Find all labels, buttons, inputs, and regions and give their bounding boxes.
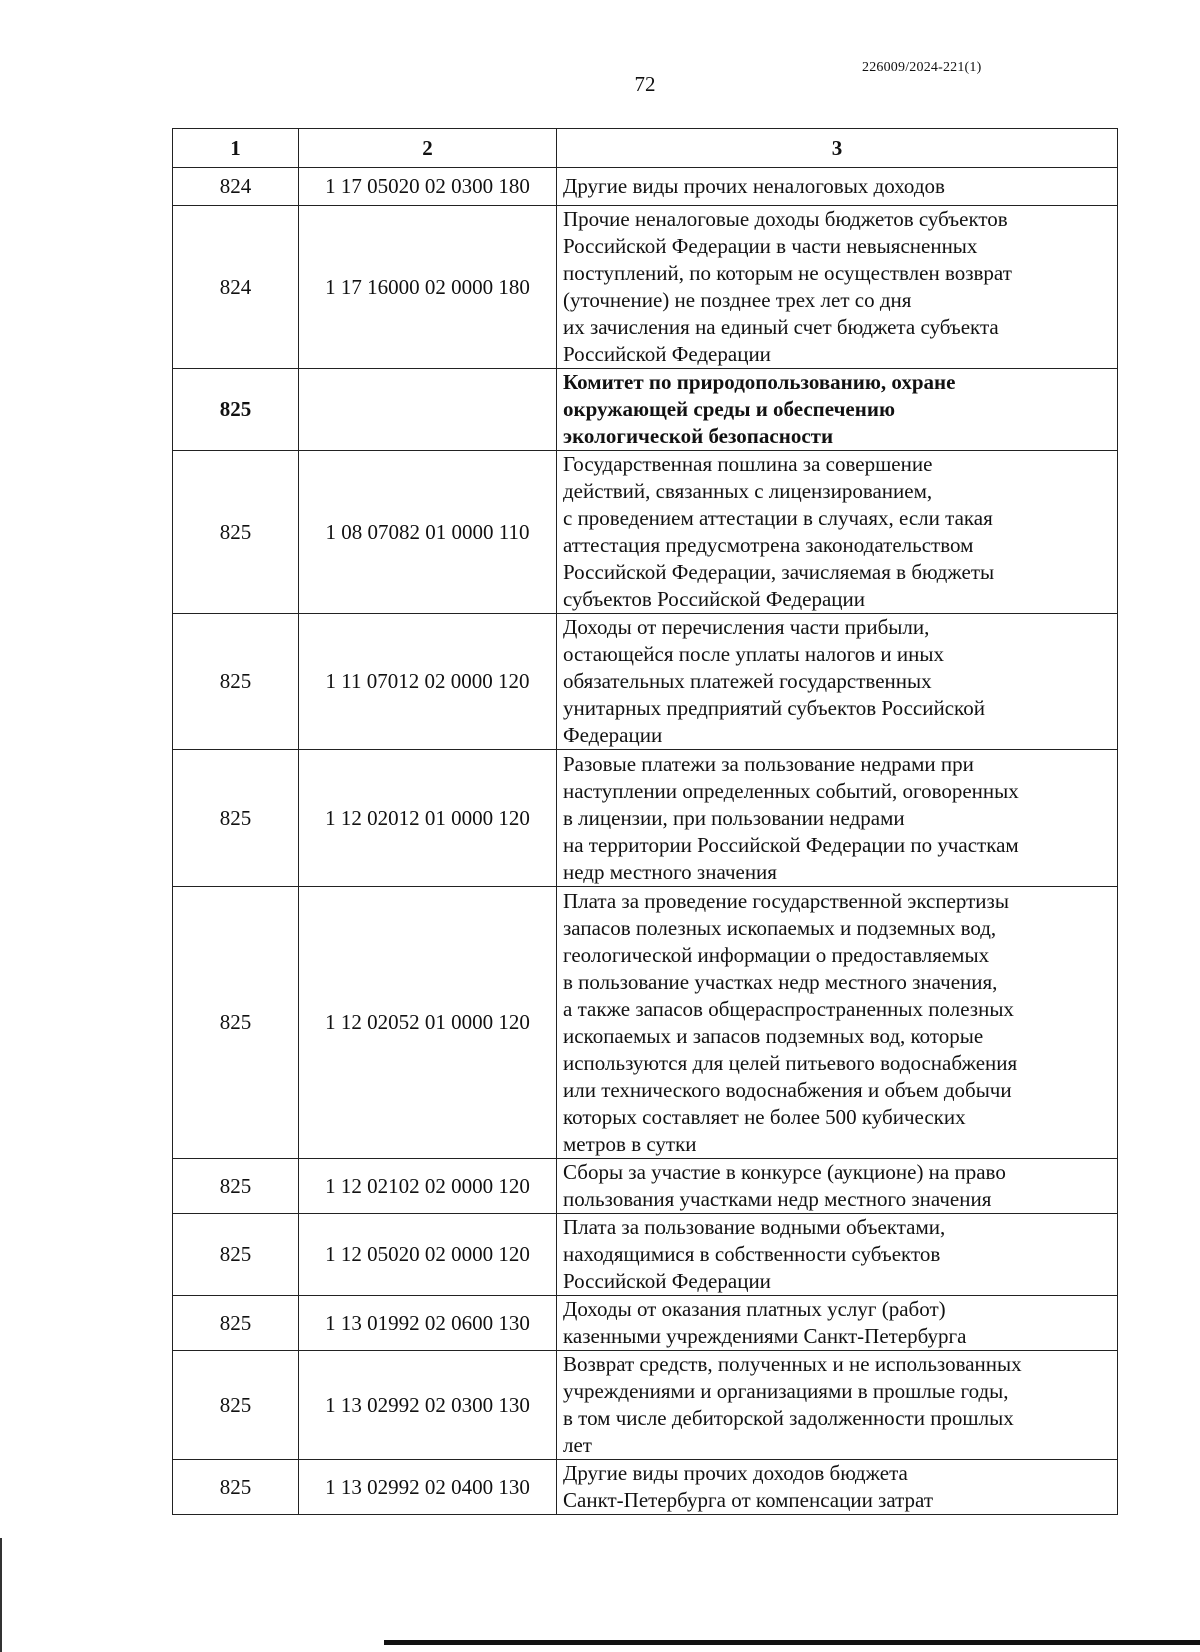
- description-line: остающейся после уплаты налогов и иных: [563, 642, 944, 666]
- description-line: в пользование участках недр местного значения,: [563, 969, 998, 994]
- admin-code-cell: 824: [173, 206, 299, 369]
- revenue-code-cell: 1 13 01992 02 0600 130: [299, 1296, 557, 1351]
- description-line: Государственная пошлина за совершение: [563, 452, 933, 476]
- description-line: или технического водоснабжения и объем добычи: [563, 1077, 1012, 1102]
- admin-code-cell: 825: [173, 1351, 299, 1460]
- description-line: Прочие неналоговые доходы бюджетов субъектов: [563, 207, 1008, 231]
- description-line: с проведением аттестации в случаях, если такая: [563, 506, 993, 530]
- scan-artifact-edge: [0, 1538, 2, 1652]
- description-line: Плата за проведение государственной экспертизы: [563, 888, 1009, 913]
- description-line: Комитет по природопользованию, охране: [563, 370, 956, 394]
- budget-codes-table: [172, 128, 1118, 1515]
- description-line: запасов полезных ископаемых и подземных вод,: [563, 915, 997, 940]
- description-line: поступлений, по которым не осуществлен возврат: [563, 261, 1012, 285]
- description-cell: [557, 168, 1118, 206]
- description-line: Российской Федерации: [563, 1269, 771, 1293]
- admin-code-cell: 825: [173, 750, 299, 887]
- table-row: [173, 1214, 1118, 1296]
- description-cell: [557, 614, 1118, 750]
- table-row: [173, 1296, 1118, 1351]
- admin-code-cell: 825: [173, 369, 299, 451]
- description-line: а также запасов общераспространенных полезных: [563, 996, 1014, 1021]
- description-line: геологической информации о предоставляемых: [563, 942, 990, 967]
- description-cell: [557, 369, 1118, 451]
- description-cell: [557, 887, 1118, 1159]
- page-number: 72: [634, 72, 656, 96]
- admin-code-cell: 825: [173, 1460, 299, 1515]
- table-row: [173, 1159, 1118, 1214]
- revenue-code-cell: 1 08 07082 01 0000 110: [299, 451, 557, 614]
- description-line: ископаемых и запасов подземных вод, которые: [563, 1023, 984, 1048]
- revenue-code-cell: 1 17 05020 02 0300 180: [299, 168, 557, 206]
- revenue-code-cell: 1 17 16000 02 0000 180: [299, 206, 557, 369]
- admin-code-cell: 825: [173, 1214, 299, 1296]
- description-cell: [557, 1296, 1118, 1351]
- header-col-2: 2: [299, 129, 557, 168]
- description-line: Возврат средств, полученных и не использованных: [563, 1352, 1022, 1376]
- admin-code-cell: 825: [173, 451, 299, 614]
- description-line: Доходы от перечисления части прибыли,: [563, 615, 930, 639]
- description-cell: [557, 1214, 1118, 1296]
- header-col-3: 3: [557, 129, 1118, 168]
- description-line: в лицензии, при пользовании недрами: [563, 805, 905, 830]
- description-line: Российской Федерации в части невыясненных: [563, 234, 978, 258]
- description-line: находящимися в собственности субъектов: [563, 1242, 941, 1266]
- header-col-1: 1: [173, 129, 299, 168]
- description-line: Санкт-Петербурга от компенсации затрат: [563, 1488, 934, 1512]
- admin-code-cell: 825: [173, 887, 299, 1159]
- description-line: которых составляет не более 500 кубических: [563, 1104, 966, 1129]
- description-line: Другие виды прочих неналоговых доходов: [563, 174, 945, 198]
- description-line: Другие виды прочих доходов бюджета: [563, 1461, 908, 1485]
- description-line: окружающей среды и обеспечению: [563, 397, 895, 421]
- description-cell: [557, 1460, 1118, 1515]
- admin-code-cell: 824: [173, 168, 299, 206]
- description-cell: [557, 206, 1118, 369]
- table-row: [173, 887, 1118, 1159]
- table-row: [173, 614, 1118, 750]
- table-header-row: [173, 129, 1118, 168]
- scan-artifact-line: [384, 1640, 1200, 1645]
- description-cell: [557, 1351, 1118, 1460]
- description-line: Сборы за участие в конкурсе (аукционе) на право: [563, 1160, 1006, 1184]
- table-row: [173, 750, 1118, 887]
- description-line: унитарных предприятий субъектов Российской: [563, 696, 985, 720]
- description-line: Российской Федерации: [563, 342, 771, 366]
- table-row: [173, 1460, 1118, 1515]
- table-body: [173, 129, 1118, 1515]
- description-cell: [557, 1159, 1118, 1214]
- description-line: Федерации: [563, 723, 663, 747]
- description-line: Доходы от оказания платных услуг (работ): [563, 1297, 946, 1321]
- description-cell: [557, 750, 1118, 887]
- description-line: субъектов Российской Федерации: [563, 587, 866, 611]
- admin-code-cell: 825: [173, 1159, 299, 1214]
- table-row: [173, 206, 1118, 369]
- description-line: их зачисления на единый счет бюджета субъекта: [563, 315, 999, 339]
- admin-code-cell: 825: [173, 614, 299, 750]
- description-line: казенными учреждениями Санкт-Петербурга: [563, 1324, 967, 1348]
- description-line: недр местного значения: [563, 859, 777, 884]
- table-row: [173, 451, 1118, 614]
- revenue-code-cell: 1 13 02992 02 0400 130: [299, 1460, 557, 1515]
- table-row: [173, 168, 1118, 206]
- description-line: в том числе дебиторской задолженности прошлых: [563, 1406, 1014, 1430]
- revenue-code-cell: 1 13 02992 02 0300 130: [299, 1351, 557, 1460]
- revenue-code-cell: 1 12 05020 02 0000 120: [299, 1214, 557, 1296]
- description-line: Плата за пользование водными объектами,: [563, 1215, 946, 1239]
- description-line: пользования участками недр местного значения: [563, 1187, 992, 1211]
- description-line: Разовые платежи за пользование недрами при: [563, 751, 974, 776]
- description-cell: [557, 451, 1118, 614]
- table-row: [173, 369, 1118, 451]
- description-line: Российской Федерации, зачисляемая в бюджеты: [563, 560, 995, 584]
- revenue-code-cell: 1 11 07012 02 0000 120: [299, 614, 557, 750]
- description-line: экологической безопасности: [563, 424, 834, 448]
- description-line: наступлении определенных событий, оговоренных: [563, 778, 1019, 803]
- admin-code-cell: 825: [173, 1296, 299, 1351]
- table-row: [173, 1351, 1118, 1460]
- description-line: используются для целей питьевого водоснабжения: [563, 1050, 1018, 1075]
- description-line: на территории Российской Федерации по участкам: [563, 832, 1019, 857]
- revenue-code-cell: 1 12 02102 02 0000 120: [299, 1159, 557, 1214]
- description-line: обязательных платежей государственных: [563, 669, 932, 693]
- description-line: учреждениями и организациями в прошлые годы,: [563, 1379, 1009, 1403]
- revenue-code-cell: 1 12 02052 01 0000 120: [299, 887, 557, 1159]
- description-line: (уточнение) не позднее трех лет со дня: [563, 288, 912, 312]
- description-line: аттестация предусмотрена законодательством: [563, 533, 974, 557]
- revenue-code-cell: [299, 369, 557, 451]
- document-number: 226009/2024-221(1): [862, 60, 982, 75]
- description-line: лет: [563, 1433, 592, 1457]
- revenue-code-cell: 1 12 02012 01 0000 120: [299, 750, 557, 887]
- description-line: метров в сутки: [563, 1131, 697, 1156]
- description-line: действий, связанных с лицензированием,: [563, 479, 933, 503]
